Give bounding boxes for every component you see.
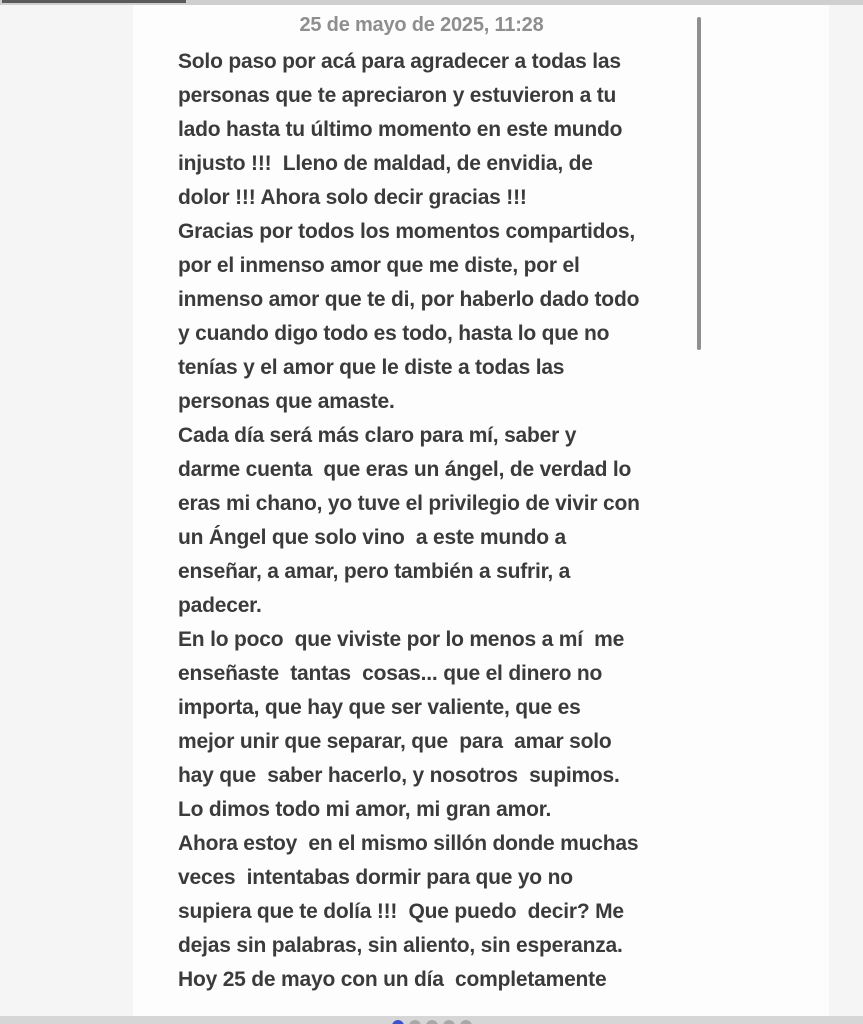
- carousel-page-dots: [392, 1020, 472, 1024]
- text-line: personas que te apreciaron y estuvieron a tu: [178, 84, 617, 107]
- page-dot[interactable]: [409, 1020, 421, 1024]
- page-dot[interactable]: [443, 1020, 455, 1024]
- text-line: Hoy 25 de mayo con un día completamente: [178, 968, 607, 991]
- scrollbar-thumb[interactable]: [697, 17, 701, 350]
- text-line: Solo paso por acá para agradecer a todas las: [178, 50, 621, 73]
- page-dot-active[interactable]: [392, 1020, 404, 1024]
- text-line: por el inmenso amor que me diste, por el: [178, 254, 580, 277]
- text-line: En lo poco que viviste por lo menos a mí me: [178, 628, 625, 651]
- text-line: dolor !!! Ahora solo decir gracias !!!: [178, 186, 527, 209]
- bottom-strip: [0, 1016, 863, 1024]
- text-line: enseñaste tantas cosas... que el dinero no: [178, 662, 603, 685]
- text-line: hay que saber hacerlo, y nosotros supimos.: [178, 764, 620, 787]
- text-line: lado hasta tu último momento en este mundo: [178, 118, 623, 141]
- page-dot[interactable]: [426, 1020, 438, 1024]
- right-margin: [829, 5, 863, 1017]
- text-line: importa, que hay que ser valiente, que es: [178, 696, 581, 719]
- text-line: supiera que te dolía !!! Que puedo decir? Me: [178, 900, 624, 923]
- scrollbar-track[interactable]: [695, 5, 703, 1017]
- text-line: Gracias por todos los momentos compartidos,: [178, 220, 635, 243]
- text-line: tenías y el amor que le diste a todas las: [178, 356, 565, 379]
- post-timestamp: 25 de mayo de 2025, 11:28: [299, 14, 544, 36]
- text-line: Cada día será más claro para mí, saber y: [178, 424, 577, 447]
- text-line: darme cuenta que eras un ángel, de verdad lo: [178, 458, 632, 481]
- left-margin: [0, 5, 133, 1017]
- text-line: veces intentabas dormir para que yo no: [178, 866, 573, 889]
- text-line: dejas sin palabras, sin aliento, sin esperanza.: [178, 934, 623, 957]
- text-line: injusto !!! Lleno de maldad, de envidia, de: [178, 152, 593, 175]
- text-line: enseñar, a amar, pero también a sufrir, a: [178, 560, 571, 583]
- text-line: personas que amaste.: [178, 390, 395, 413]
- text-line: padecer.: [178, 594, 262, 617]
- page-dot[interactable]: [460, 1020, 472, 1024]
- text-line: mejor unir que separar, que para amar solo: [178, 730, 612, 753]
- post-body-text: [178, 45, 718, 997]
- text-line: un Ángel que solo vino a este mundo a: [178, 526, 566, 549]
- text-line: Lo dimos todo mi amor, mi gran amor.: [178, 798, 552, 821]
- text-line: Ahora estoy en el mismo sillón donde muchas: [178, 832, 639, 855]
- text-line: y cuando digo todo es todo, hasta lo que no: [178, 322, 610, 345]
- text-line: eras mi chano, yo tuve el privilegio de vivir con: [178, 492, 640, 515]
- text-line: inmenso amor que te di, por haberlo dado todo: [178, 288, 640, 311]
- top-edge-dark-segment: [2, 0, 186, 3]
